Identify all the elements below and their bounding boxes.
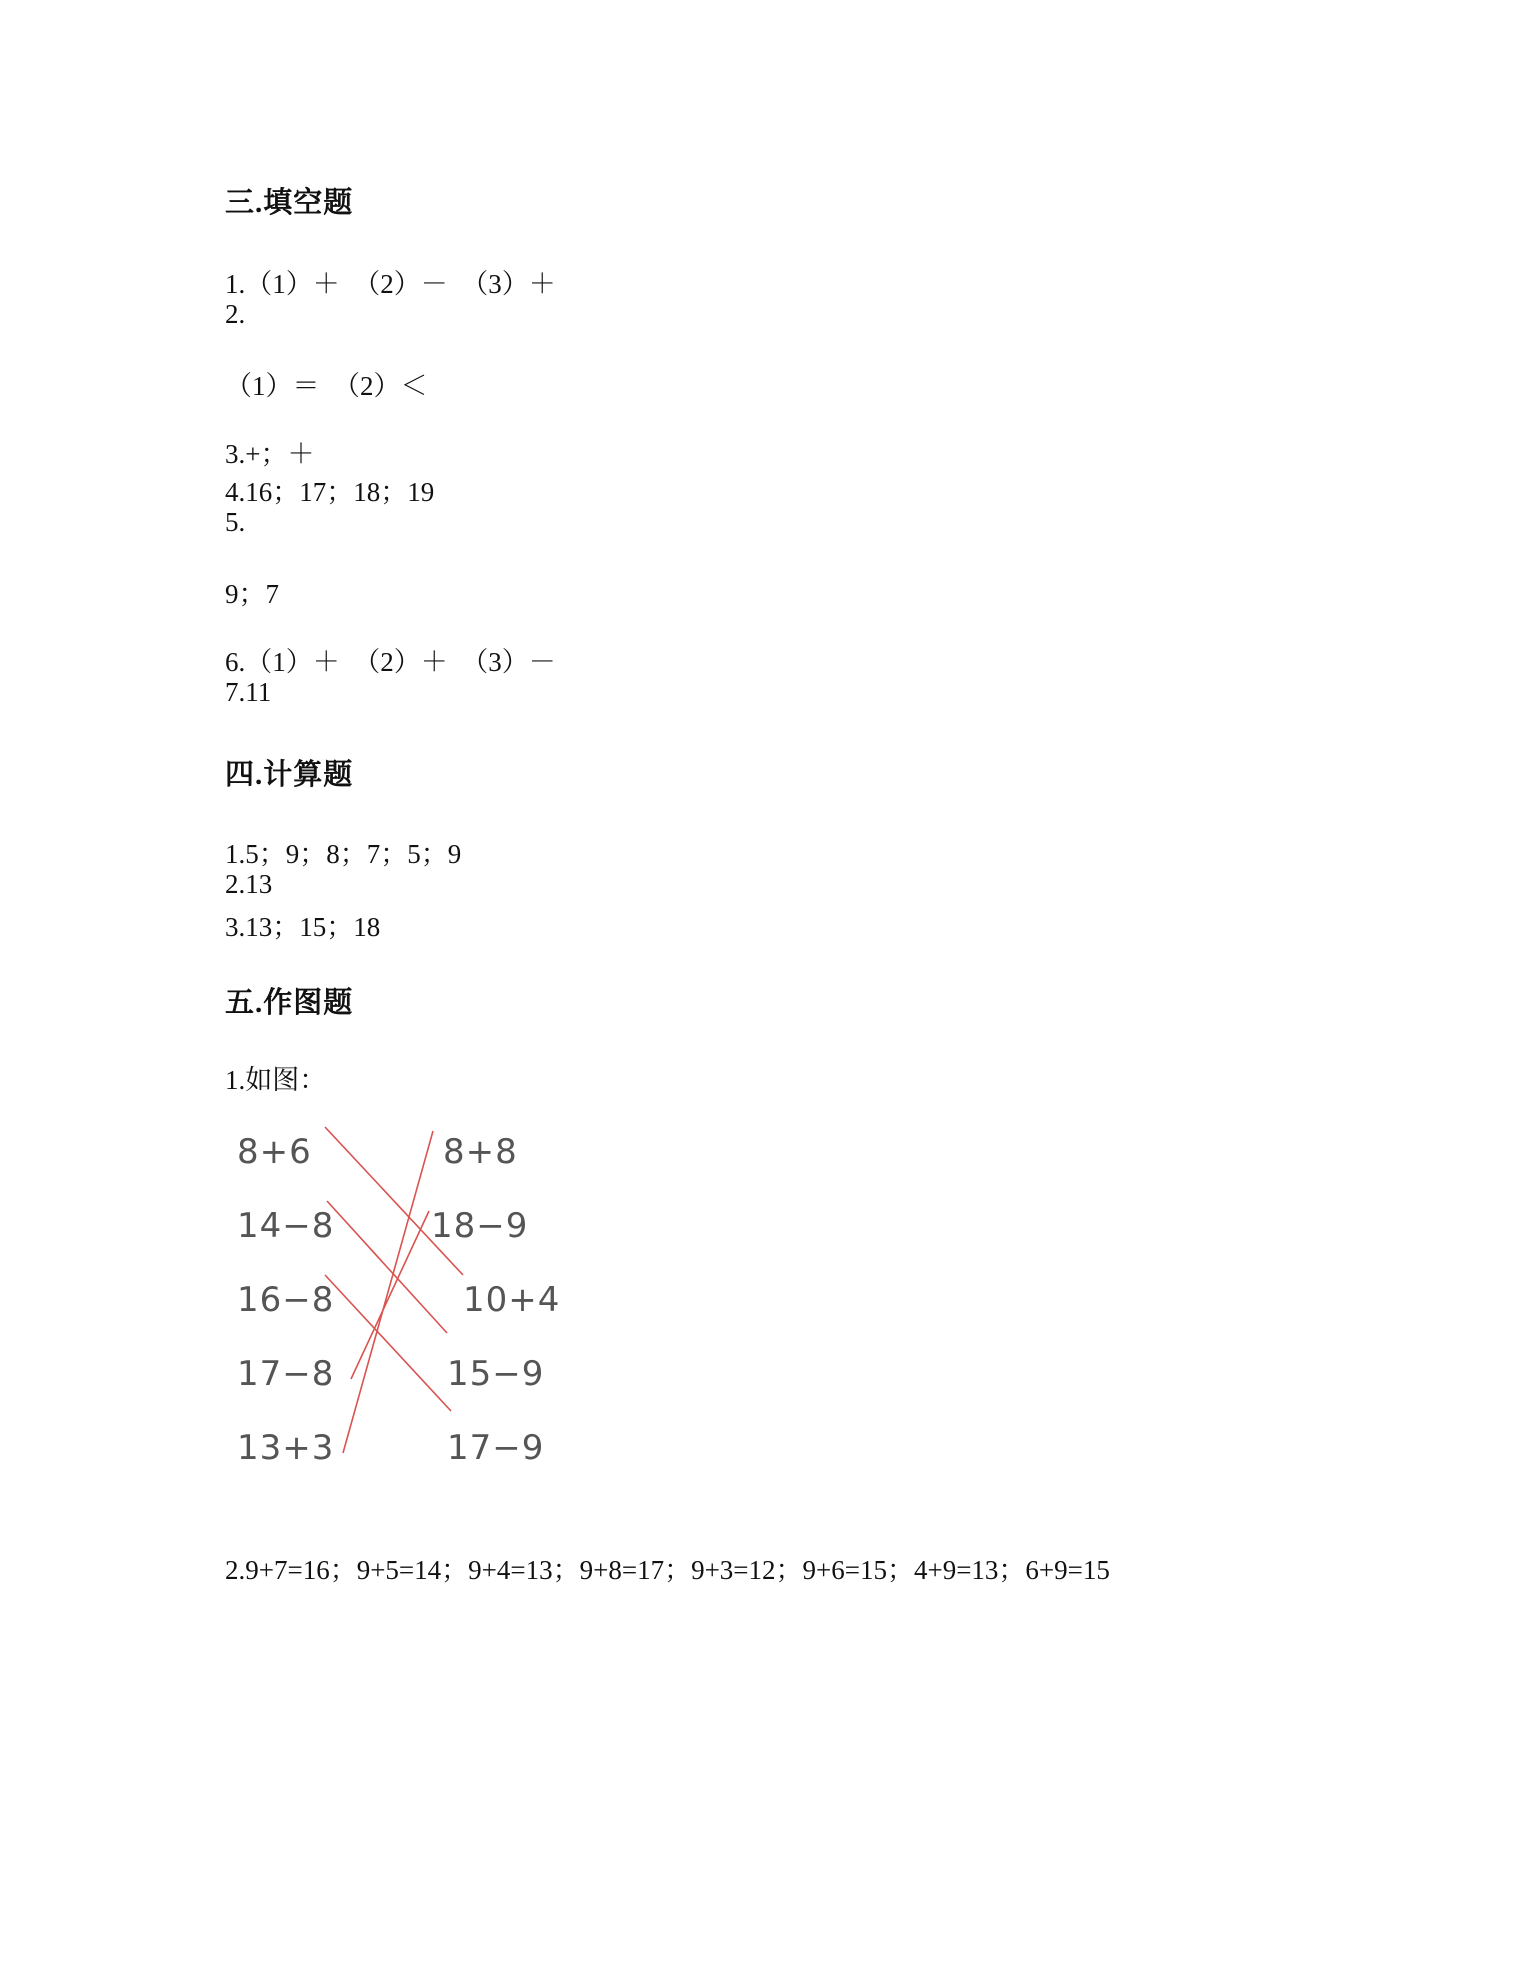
match-line (325, 1275, 451, 1411)
match-line (351, 1211, 429, 1379)
answer-line: （1）＝ （2）＜ (225, 371, 428, 401)
answer-line: 6.（1）＋ （2）＋ （3）－ (225, 647, 556, 677)
match-line (327, 1201, 447, 1333)
right-expression: 10+4 (463, 1280, 561, 1320)
left-expression: 8+6 (237, 1132, 312, 1172)
answer-line: 3.13；15；18 (225, 912, 381, 942)
match-line (343, 1131, 433, 1453)
left-expression: 14−8 (237, 1206, 335, 1246)
answer-line: 5. (225, 507, 246, 537)
right-expression: 18−9 (431, 1206, 529, 1246)
answer-line: 2. (225, 299, 246, 329)
answer-line: 1.如图： (225, 1065, 327, 1095)
answer-line: 1.5；9；8；7；5；9 (225, 839, 462, 869)
right-expression: 15−9 (447, 1354, 545, 1394)
section-heading-fill-in: 三.填空题 (225, 187, 354, 219)
matching-figure (225, 1115, 585, 1495)
answer-line: 3.+；＋ (225, 439, 315, 469)
matching-figure-svg (225, 1115, 585, 1495)
section-heading-drawing: 五.作图题 (225, 987, 354, 1019)
answer-line: 2.9+7=16；9+5=14；9+4=13；9+8=17；9+3=12；9+6=15；4+9=13；6+9=15 (225, 1555, 1110, 1585)
answer-line: 4.16；17；18；19 (225, 477, 435, 507)
section-heading-calculation: 四.计算题 (225, 759, 354, 791)
right-expression: 8+8 (443, 1132, 518, 1172)
right-expression: 17−9 (447, 1428, 545, 1468)
answer-line: 9；7 (225, 579, 279, 609)
left-expression: 16−8 (237, 1280, 335, 1320)
answer-line: 1.（1）＋ （2）－ （3）＋ (225, 269, 556, 299)
left-expression: 13+3 (237, 1428, 335, 1468)
left-expression: 17−8 (237, 1354, 335, 1394)
answer-line: 7.11 (225, 677, 272, 707)
answer-line: 2.13 (225, 869, 273, 899)
